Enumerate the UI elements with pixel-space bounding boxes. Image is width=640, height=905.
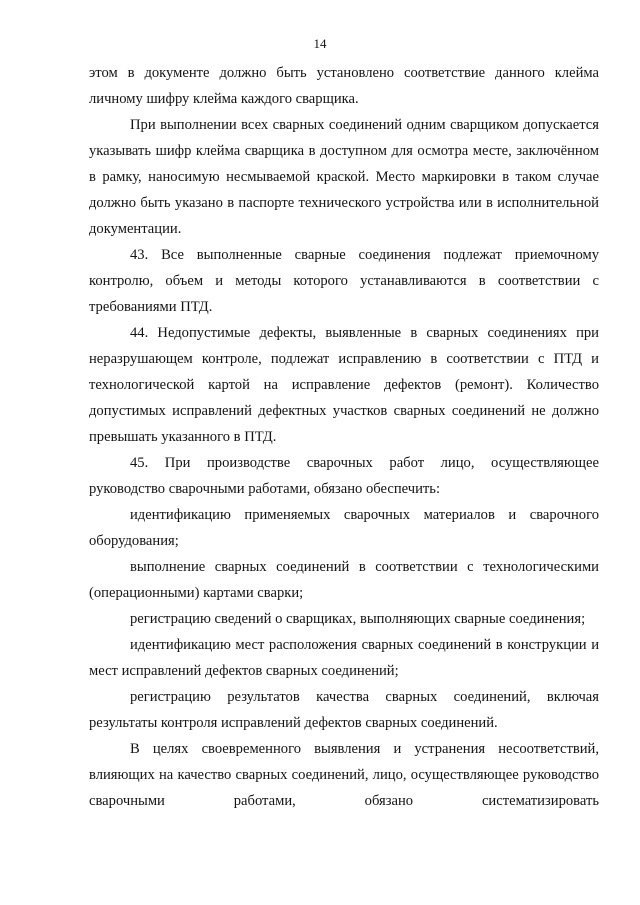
paragraph-item-44: 44. Недопустимые дефекты, выявленные в сварных соединениях при неразрушающем контроле, подлежат исправлению в соответствии с ПТД и технологической картой на исправление дефектов (ремонт). Количество допустимых исправлений дефектных участков сварных соединений не должно превышать указанного в ПТД. bbox=[89, 325, 599, 445]
paragraph-item-45: 45. При производстве сварочных работ лицо, осуществляющее руководство сварочными работами, обязано обеспечить: bbox=[89, 455, 599, 497]
page-number: 14 bbox=[313, 36, 327, 51]
list-item-quality-registration: регистрацию результатов качества сварных соединений, включая результаты контроля исправлений дефектов сварных соединений. bbox=[89, 689, 599, 731]
paragraph-welder-stamp-cipher: этом в документе должно быть установлено соответствие данного клейма личному шифру клейма каждого сварщика. bbox=[89, 65, 599, 107]
paragraph-item-43: 43. Все выполненные сварные соединения подлежат приемочному контролю, объем и методы которого устанавливаются в соответствии с требованиями ПТД. bbox=[89, 247, 599, 315]
list-item-welder-registration: регистрацию сведений о сварщиках, выполняющих сварные соединения; bbox=[130, 611, 586, 627]
paragraph-nonconformity-systematization: В целях своевременного выявления и устранения несоответствий, влияющих на качество сварных соединений, лицо, осуществляющее руководство сварочными работами, обязано систематизировать bbox=[89, 741, 599, 809]
list-item-joint-location-identification: идентификацию мест расположения сварных соединений в конструкции и мест исправлений дефектов сварных соединений; bbox=[89, 637, 599, 679]
paragraph-single-welder-marking: При выполнении всех сварных соединений одним сварщиком допускается указывать шифр клейма сварщика в доступном для осмотра месте, заключённом в рамку, наносимую несмываемой краской. Место маркировки в таком случае должно быть указано в паспорте технического устройства или в исполнительной документации. bbox=[89, 117, 599, 237]
list-item-welding-per-charts: выполнение сварных соединений в соответствии с технологическими (операционными) картами сварки; bbox=[89, 559, 599, 601]
list-item-identification-materials: идентификацию применяемых сварочных материалов и сварочного оборудования; bbox=[89, 507, 599, 549]
document-body bbox=[89, 60, 599, 814]
